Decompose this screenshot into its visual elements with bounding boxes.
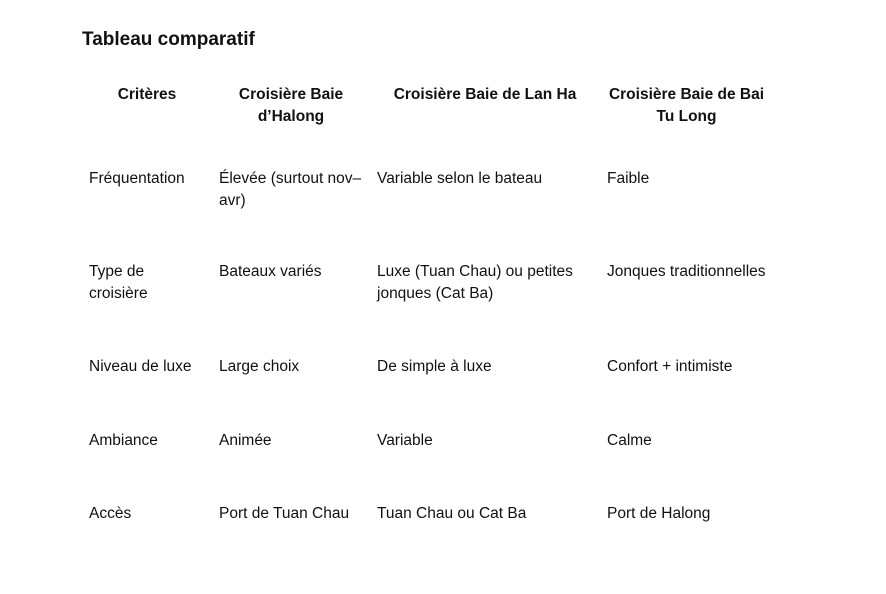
table-cell: Ambiance [89,432,158,449]
table-header [82,72,773,156]
table-cell: Confort + intimiste [607,358,733,375]
table-cell: Luxe (Tuan Chau) ou petites jonques (Cat Ba) [377,263,573,302]
table-cell: Tuan Chau ou Cat Ba [377,505,527,522]
table-row [82,346,773,420]
table-cell: Port de Halong [607,505,711,522]
table-cell: Bateaux variés [219,263,322,280]
table-cell: Accès [89,505,132,522]
header-criteria: Critères [117,86,177,103]
table-body [82,156,773,553]
table-cell: Animée [219,432,272,449]
header-lan-ha: Croisière Baie de Lan Ha [393,86,577,103]
table-cell: Faible [607,170,650,187]
table-cell: Niveau de luxe [89,358,192,375]
table-row [82,493,773,553]
document-title: Tableau comparatif [82,29,255,50]
comparison-table [82,72,773,553]
table-row [82,156,773,251]
table-row [82,420,773,493]
table-cell: Large choix [219,358,300,375]
table-cell: Type de croisière [89,263,148,302]
table-cell: Variable [377,432,433,449]
table-cell: Jonques traditionnelles [607,263,766,280]
table-row [82,251,773,346]
table-cell: Élevée (surtout nov–avr) [219,170,362,209]
table-cell: De simple à luxe [377,358,492,375]
header-row [82,72,773,156]
table-cell: Variable selon le bateau [377,170,543,187]
table-cell: Port de Tuan Chau [219,505,350,522]
table-cell: Fréquentation [89,170,185,187]
header-halong: Croisière Baie d’Halong [238,86,344,125]
table-cell: Calme [607,432,652,449]
header-bai-tu-long: Croisière Baie de Bai Tu Long [608,86,765,125]
